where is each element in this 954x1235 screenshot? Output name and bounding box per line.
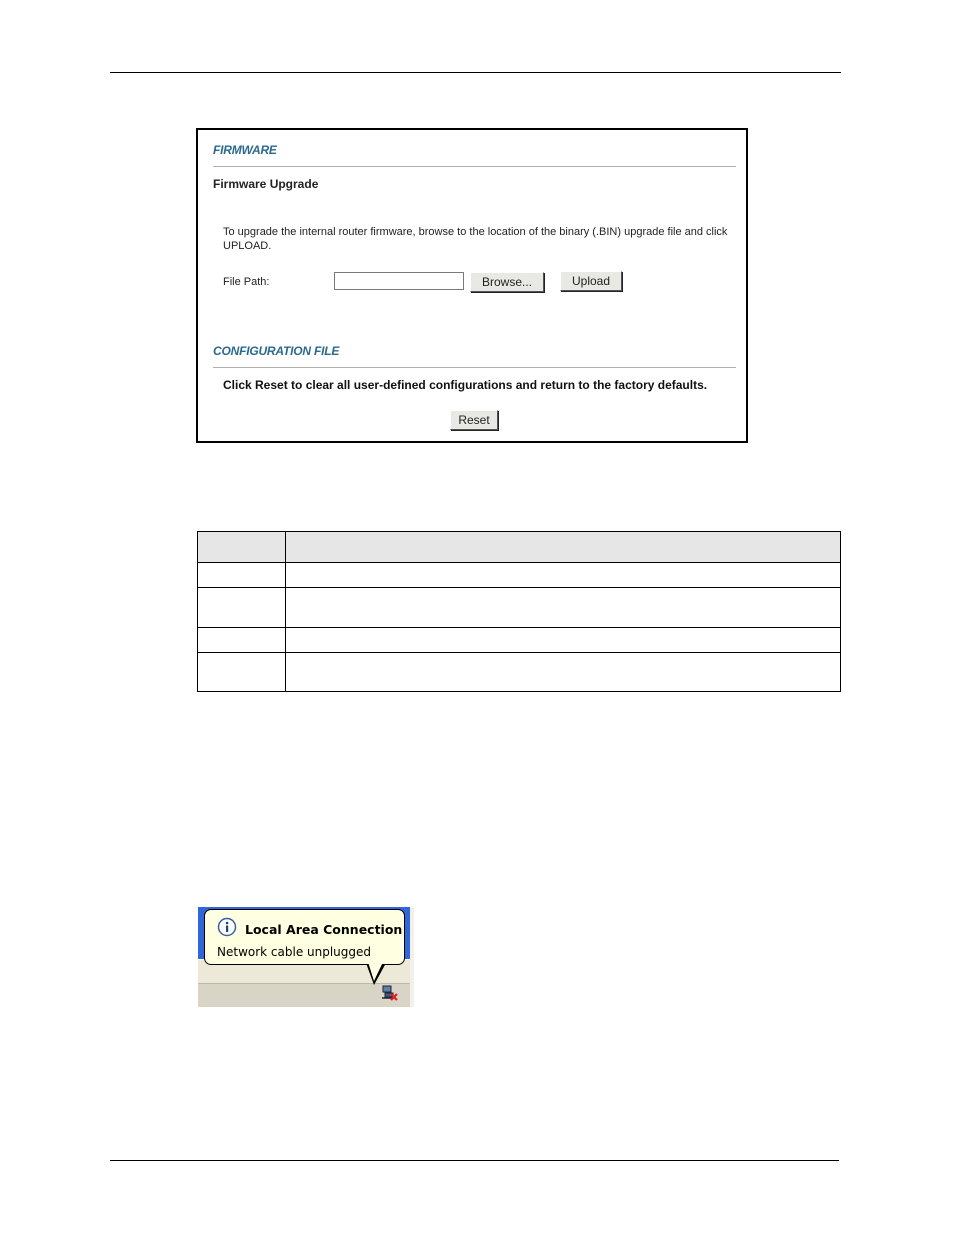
firmware-divider	[213, 166, 736, 167]
table-cell	[286, 588, 841, 628]
notification-balloon[interactable]	[204, 909, 405, 965]
footer-rule	[110, 1160, 839, 1161]
table-cell	[286, 563, 841, 588]
table-header-row	[198, 532, 841, 563]
table-cell	[198, 563, 286, 588]
firmware-description: To upgrade the internal router firmware, browse to the location of the binary (.BIN) upgrade file and click UPLOAD.	[223, 226, 728, 252]
table-row	[198, 653, 841, 692]
firmware-upgrade-title: Firmware Upgrade	[213, 177, 319, 191]
configuration-divider	[213, 367, 736, 368]
screenshot-edge	[410, 907, 414, 1007]
table-cell	[198, 628, 286, 653]
balloon-title: Local Area Connection	[245, 922, 403, 937]
description-table	[197, 531, 841, 692]
header-rule	[110, 72, 841, 73]
tray-notification-screenshot	[198, 907, 414, 1007]
configuration-section-title: CONFIGURATION FILE	[213, 344, 340, 358]
table-row	[198, 588, 841, 628]
table-row	[198, 628, 841, 653]
file-path-input[interactable]	[334, 272, 464, 290]
table-header-cell	[198, 532, 286, 563]
network-disconnected-icon[interactable]	[381, 984, 399, 1002]
file-path-label: File Path:	[223, 276, 270, 288]
table-cell	[198, 588, 286, 628]
table-header-cell	[286, 532, 841, 563]
balloon-tail-fill	[368, 962, 383, 981]
table-cell	[286, 653, 841, 692]
reset-description: Click Reset to clear all user-defined configurations and return to the factory defaults.	[223, 378, 708, 392]
table-cell	[286, 628, 841, 653]
reset-button[interactable]: Reset	[450, 410, 498, 430]
info-icon	[217, 917, 237, 937]
table-row	[198, 563, 841, 588]
table-cell	[198, 653, 286, 692]
firmware-section-title: FIRMWARE	[213, 143, 277, 157]
firmware-panel	[196, 128, 748, 443]
balloon-message: Network cable unplugged	[217, 945, 372, 959]
browse-button[interactable]: Browse...	[470, 272, 544, 292]
upload-button[interactable]: Upload	[560, 271, 622, 291]
